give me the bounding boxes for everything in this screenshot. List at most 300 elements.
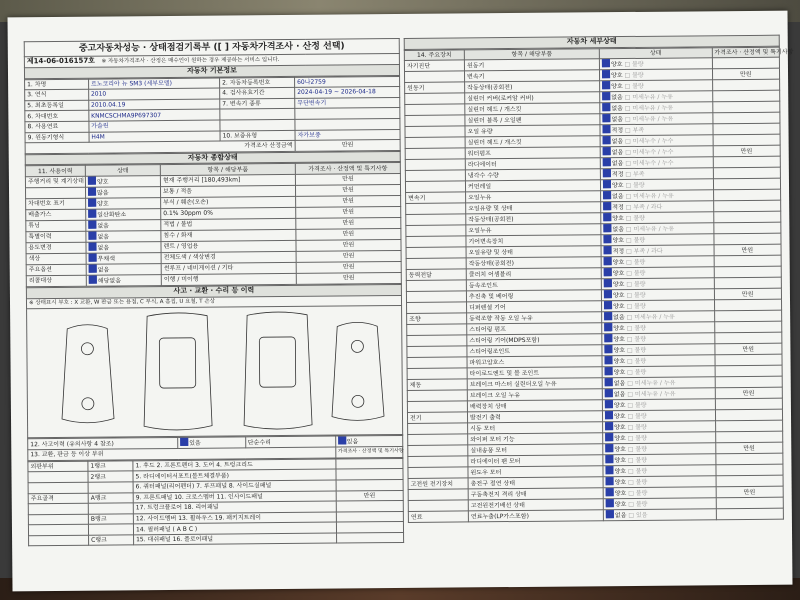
detail-unit: [716, 508, 784, 520]
checkbox-checked-icon: [89, 265, 97, 273]
right-column: [404, 35, 794, 523]
parts-unit: [335, 458, 403, 469]
detail-item: 실내송풍 모터: [468, 444, 603, 456]
state-text: 양호: [613, 358, 626, 366]
detail-alt-options: □ 불량: [626, 479, 648, 487]
document-title: 중고자동차성능 · 상태점검기록부 ([ ] 자동차가격조사 · 산정 선택): [24, 38, 399, 56]
detail-unit: [715, 420, 783, 432]
detail-alt-options: □ 미세누수 / 누수: [623, 137, 674, 146]
checkbox-checked-icon: [604, 279, 612, 287]
overall-note: 부식 / 훼손(오손): [161, 196, 296, 208]
overall-unit: 만원: [295, 184, 400, 196]
detail-unit: 만원: [714, 288, 782, 300]
basic-label-2: 7. 변속기 종류: [220, 98, 295, 109]
detail-unit: [712, 101, 780, 113]
checkbox-checked-icon: [603, 147, 611, 155]
checkbox-checked-icon: [602, 81, 610, 89]
detail-item: 클러치 어셈블리: [466, 268, 601, 280]
parts-group: [28, 503, 88, 514]
detail-unit: [713, 211, 781, 223]
detail-group: [406, 225, 466, 237]
checkbox-checked-icon: [604, 246, 612, 254]
detail-alt-options: □ 불량: [623, 182, 645, 190]
basic-label: 5. 최초등록일: [25, 100, 89, 111]
detail-item: 오일 유량: [465, 125, 600, 137]
detail-alt-options: □ 불량: [624, 303, 646, 311]
detail-alt-options: □ 미세누유 / 누유: [623, 225, 675, 234]
checkbox-checked-icon: [602, 70, 610, 78]
detail-alt-options: □ 불량: [622, 61, 644, 69]
detail-item: 브레이크 마스터 실린더오일 누유: [467, 378, 602, 390]
detail-unit: [715, 376, 783, 388]
state-text: 없음: [611, 138, 624, 146]
detail-group: [405, 126, 465, 138]
state-text: 없음: [614, 512, 627, 520]
overall-note: 전체도색 / 색상변경: [161, 251, 296, 263]
detail-item: 냉각수 수량: [465, 169, 600, 181]
detail-group: [408, 445, 468, 457]
checkbox-checked-icon: [604, 334, 612, 342]
detail-item: 오일유량 및 상태: [466, 202, 601, 214]
detail-group: [407, 357, 467, 369]
checkbox-checked-icon: [89, 254, 97, 262]
detail-group: 전기: [407, 412, 467, 424]
state-text: 양호: [613, 402, 626, 410]
detail-item: 구동축전지 격리 상태: [468, 488, 603, 500]
detail-unit: 만원: [715, 387, 783, 399]
state-text: 없음: [611, 149, 624, 157]
detail-unit: [714, 277, 782, 289]
detail-group: 조향: [407, 313, 467, 325]
detail-group: 동력전달: [406, 269, 466, 281]
basic-value-2: 자가보증: [295, 129, 400, 141]
detail-group: [406, 214, 466, 226]
state-text: 양호: [612, 292, 625, 300]
detail-header-cell: 가격조사 · 산정액 및 특기사항: [712, 47, 780, 58]
detail-alt-options: □ 미세누유 / 누유: [623, 192, 674, 201]
parts-group: [28, 514, 88, 525]
parts-title: 13. 교환, 판금 등 이상 부위: [28, 447, 336, 460]
detail-unit: [712, 79, 780, 91]
detail-alt-options: □ 불량: [624, 292, 646, 300]
overall-state: [86, 253, 161, 265]
basic-label: 1. 차명: [25, 79, 89, 90]
detail-item: 실린더 헤드 / 개스킷: [465, 136, 600, 148]
checkbox-checked-icon: [605, 367, 613, 375]
detail-item: 발전기 출력: [467, 411, 602, 423]
parts-unit: [336, 532, 404, 543]
checkbox-checked-icon: [605, 444, 613, 452]
detail-unit: [712, 112, 780, 124]
state-text: 없음: [613, 380, 626, 388]
detail-group: [405, 115, 465, 127]
basic-label-2: [220, 119, 295, 130]
detail-alt-options: □ 불량: [626, 501, 648, 509]
detail-item: 윈도우 모터: [468, 466, 603, 478]
accident-title: 사고 · 교환 · 수리 등 이력: [26, 284, 401, 298]
detail-group: 자기진단: [404, 60, 464, 72]
parts-items: 12. 사이드멤버 13. 휠하우스 19. 패키지트레이: [133, 512, 336, 524]
detail-item: 커먼레일: [465, 180, 600, 192]
parts-rank: 1랭크: [88, 461, 133, 472]
detail-row: [408, 508, 783, 522]
detail-table: [404, 46, 794, 523]
detail-alt-options: □ 불량: [625, 369, 647, 377]
basic-value: 2010: [88, 88, 219, 100]
detail-state: [603, 509, 716, 521]
overall-label: 용도변경: [26, 242, 86, 254]
basic-label-2: [220, 109, 295, 120]
state-text: 적정: [612, 248, 625, 256]
checkbox-checked-icon: [602, 114, 610, 122]
detail-item: 라디에이터 팬 모터: [468, 455, 603, 467]
checkbox-checked-icon: [88, 221, 96, 229]
checkbox-checked-icon: [88, 188, 96, 196]
detail-alt-options: □ 불량: [624, 325, 646, 333]
parts-rank: C랭크: [89, 535, 134, 546]
overall-label: [25, 187, 85, 199]
overall-unit: 만원: [295, 173, 400, 185]
state-text: 없음: [613, 314, 625, 322]
overall-unit: 만원: [296, 272, 401, 284]
detail-item: 추진축 및 베어링: [466, 290, 601, 302]
basic-value-2: 2024-04-19 ~ 2026-04-18: [295, 87, 400, 99]
detail-unit: [714, 310, 782, 322]
overall-note: 썬루프 / 네비게이션 / 기타: [161, 262, 296, 274]
basic-label-2: 10. 보증유형: [220, 130, 295, 141]
detail-alt-options: □ 불량: [625, 347, 647, 355]
detail-alt-options: □ 미세누유 / 누유: [624, 313, 675, 322]
detail-group: [406, 258, 466, 270]
detail-alt-options: □ 미세누유 / 누유: [622, 104, 674, 113]
overall-state: [86, 209, 161, 221]
state-text: 양호: [613, 413, 626, 421]
detail-group: [407, 401, 467, 413]
detail-unit: [713, 167, 781, 179]
state-text: 양호: [612, 281, 625, 289]
parts-unit: [336, 511, 404, 522]
detail-unit: [716, 475, 784, 487]
parts-group: 외판부위: [28, 461, 88, 472]
detail-item: 스티어링 펌프: [467, 323, 602, 335]
detail-alt-options: □ 불량: [625, 424, 647, 432]
checkbox-checked-icon: [604, 356, 612, 364]
parts-rank: 2랭크: [88, 471, 133, 482]
state-text: 양호: [610, 61, 623, 69]
state-text: 일산화탄소: [97, 211, 127, 219]
state-text: 양호: [613, 325, 625, 333]
parts-unit: [336, 501, 404, 512]
parts-note: 가격조사 · 산정액 및 특기사항: [335, 447, 403, 458]
overall-header-cell: 가격조사 · 산정액 및 특기사항: [295, 163, 400, 175]
detail-group: 연료: [408, 511, 468, 523]
state-text: 없음: [611, 105, 623, 113]
detail-item: 실린더 헤드 / 개스킷: [465, 103, 600, 115]
detail-item: 작동상태(공회전): [466, 213, 601, 225]
checkbox-checked-icon: [88, 232, 96, 240]
state-text: 양호: [613, 347, 626, 355]
checkbox-checked-icon: [604, 301, 612, 309]
detail-alt-options: □ 있음: [626, 512, 648, 520]
detail-alt-options: □ 부족 / 과다: [624, 247, 663, 256]
checkbox-checked-icon: [605, 389, 613, 397]
detail-unit: 만원: [713, 145, 781, 157]
basic-value: 가솔린: [89, 120, 220, 132]
detail-group: [406, 203, 466, 215]
state-text: 양호: [611, 83, 623, 91]
checkbox-checked-icon: [606, 488, 614, 496]
price-label: 가격조사 산정금액: [25, 141, 295, 154]
checkbox-checked-icon: [604, 345, 612, 353]
detail-alt-options: □ 부족: [623, 171, 645, 179]
form-number: 제14-06-016157호 ※ 자동차가격조사 · 산정은 매수인이 원하는 경우 제공하는 서비스 입니다.: [24, 53, 399, 67]
state-text: 없음: [613, 391, 626, 399]
overall-state: [86, 231, 161, 243]
detail-item: 타이로드엔드 및 볼 조인트: [467, 367, 602, 379]
detail-unit: 만원: [714, 244, 782, 256]
checkbox-checked-icon: [606, 477, 614, 485]
detail-group: [407, 368, 467, 380]
state-text: 양호: [614, 479, 627, 487]
overall-note: 렌트 / 영업용: [161, 240, 296, 252]
checkbox-checked-icon: [603, 180, 611, 188]
overall-note: 0.1% 30ppm 0%: [161, 207, 296, 219]
basic-value: KNMCSCHMA9P697307: [89, 109, 220, 121]
state-text: 양호: [612, 270, 625, 278]
checkbox-checked-icon: [605, 455, 613, 463]
checkbox-checked-icon: [603, 158, 611, 166]
checkbox-checked-icon: [604, 268, 612, 276]
detail-unit: 만원: [712, 68, 780, 80]
detail-group: [405, 137, 465, 149]
checkbox-checked-icon: [88, 210, 96, 218]
detail-item: 브레이크 오일 누유: [467, 389, 602, 401]
detail-unit: [715, 453, 783, 465]
detail-group: [405, 148, 465, 160]
basic-label-2: 4. 검사유효기간: [220, 88, 295, 99]
parts-rank: [88, 503, 133, 514]
checkbox-checked-icon: [604, 290, 612, 298]
detail-alt-options: □ 불량: [624, 270, 646, 278]
detail-header-cell: 상태: [599, 47, 712, 59]
overall-state: [86, 264, 161, 276]
parts-items: 14. 필러패널 ( A B C ): [133, 522, 336, 534]
detail-unit: [713, 189, 781, 201]
detail-item: 동력조향 작동 오일 누유: [467, 312, 602, 324]
detail-item: 파워고압호스: [467, 356, 602, 368]
state-text: 해당없음: [97, 277, 122, 285]
detail-alt-options: □ 미세누유 / 누유: [625, 390, 676, 399]
parts-rank: [88, 482, 133, 493]
detail-group: 변속기: [406, 192, 466, 204]
detail-item: 와이퍼 모터 기능: [468, 433, 603, 445]
detail-alt-options: □ 불량: [625, 435, 647, 443]
basic-info-title: 자동차 기본정보: [24, 64, 399, 78]
detail-unit: [714, 354, 782, 366]
state-text: 없음: [97, 266, 110, 274]
state-text: 무채색: [97, 255, 116, 263]
state-text: 없음: [611, 116, 624, 124]
detail-item: 충전구 절연 상태: [468, 477, 603, 489]
state-text: 양호: [614, 501, 627, 509]
checkbox-checked-icon: [606, 510, 614, 518]
state-text: 없음: [97, 244, 110, 252]
basic-label: 3. 연식: [25, 89, 89, 100]
overall-header-cell: 11. 사용이력: [25, 166, 85, 177]
detail-alt-options: □ 불량: [625, 413, 647, 421]
detail-group: [408, 489, 468, 501]
detail-alt-options: □ 부족 / 과다: [623, 203, 663, 212]
state-text: 양호: [614, 468, 627, 476]
checkbox-checked-icon: [605, 411, 613, 419]
detail-alt-options: □ 부족: [623, 127, 645, 135]
detail-unit: [716, 497, 784, 509]
checkbox-checked-icon: [602, 103, 610, 111]
detail-group: [407, 335, 467, 347]
parts-unit: 만원: [336, 490, 404, 501]
parts-unit: [336, 522, 404, 533]
symbol-notice: ※ 상태표시 부호 : X 교환, W 판금 또는 용접, C 부식, A 흠집, U 요철, T 손상: [26, 295, 401, 309]
checkbox-checked-icon: [602, 59, 610, 67]
detail-item: 작동상태(공회전): [466, 257, 601, 269]
detail-unit: [712, 123, 780, 135]
state-text: 양호: [611, 182, 624, 190]
overall-note: 보통 / 적음: [160, 185, 295, 197]
checkbox-checked-icon: [604, 323, 612, 331]
state-text: 없음: [97, 233, 110, 241]
detail-group: [407, 390, 467, 402]
state-text: 적정: [611, 171, 624, 179]
overall-unit: 만원: [296, 228, 401, 240]
detail-group: [405, 104, 465, 116]
detail-alt-options: □ 불량: [625, 446, 648, 454]
detail-group: [408, 467, 468, 479]
state-text: 양호: [612, 237, 625, 245]
checkbox-checked-icon: [88, 177, 96, 185]
checkbox-checked-icon: [88, 243, 96, 251]
state-text: 양호: [614, 446, 626, 454]
checkbox-checked-icon: [605, 422, 613, 430]
overall-label: 주요옵션: [26, 264, 86, 276]
detail-unit: [714, 255, 782, 267]
detail-group: [406, 291, 466, 303]
detail-unit: [713, 233, 781, 245]
detail-item: 원동기: [464, 59, 599, 71]
parts-group: [28, 472, 88, 483]
checkbox-checked-icon: [605, 378, 613, 386]
detail-item: 실린더 블록 / 오일팬: [465, 114, 600, 126]
parts-unit: [336, 479, 404, 490]
detail-alt-options: □ 불량: [622, 83, 644, 91]
accident-history-value: 있음: [178, 437, 246, 449]
detail-alt-options: □ 불량: [622, 72, 644, 80]
detail-alt-options: □ 미세누유 / 누유: [622, 93, 673, 102]
state-text: 적정: [612, 204, 624, 212]
state-text: 양호: [614, 435, 626, 443]
detail-group: [404, 71, 464, 83]
detail-unit: 만원: [714, 343, 782, 355]
detail-group: [407, 302, 467, 314]
detail-alt-options: □ 미세누수 / 누수: [623, 148, 674, 157]
detail-group: 제동: [407, 379, 467, 391]
detail-unit: [713, 156, 781, 168]
basic-value: 르노코리아 뉴 SM3 (세부모델): [88, 78, 219, 90]
detail-unit: [712, 90, 780, 102]
overall-unit: 만원: [296, 195, 401, 207]
parts-group: 주요골격: [28, 493, 88, 504]
detail-group: [406, 280, 466, 292]
state-text: 양호: [97, 200, 109, 208]
overall-label: 특별이력: [26, 231, 86, 243]
detail-group: [408, 500, 468, 512]
detail-alt-options: □ 미세누유 / 누유: [625, 379, 676, 388]
overall-label: 튜닝: [26, 220, 86, 232]
detail-group: [407, 324, 467, 336]
checkbox-checked-icon: [604, 257, 612, 265]
checkbox-checked-icon: [603, 169, 611, 177]
detail-unit: [713, 222, 781, 234]
detail-group: [406, 247, 466, 259]
parts-items: 17. 트렁크플로어 18. 리어패널: [133, 501, 336, 513]
state-text: 없음: [611, 160, 624, 168]
detail-unit: [713, 134, 781, 146]
state-text: 없음: [97, 222, 109, 230]
checkbox-checked-icon: [88, 199, 96, 207]
detail-alt-options: □ 불량: [625, 358, 647, 366]
parts-row: [29, 532, 404, 546]
checkbox-checked-icon: [89, 276, 97, 284]
detail-group: [406, 236, 466, 248]
overall-state: [86, 220, 161, 232]
simple-repair-value: 있음: [335, 436, 403, 448]
state-text: 양호: [614, 490, 627, 498]
detail-alt-options: □ 불량: [625, 457, 648, 465]
overall-table: [25, 162, 402, 287]
overall-note: 침수 / 화재: [161, 229, 296, 241]
accident-history-label: 12. 사고이력 (유의사항 4 참조): [28, 438, 178, 450]
detail-group: 원동기: [405, 82, 465, 94]
detail-group: [408, 434, 468, 446]
state-text: 양호: [614, 457, 627, 465]
state-text: 적정: [611, 127, 624, 135]
overall-state: [86, 275, 161, 287]
detail-unit: 만원: [716, 486, 784, 498]
checkbox-checked-icon: [603, 202, 611, 210]
detail-unit: [712, 57, 780, 69]
detail-unit: [714, 332, 782, 344]
state-text: 없음: [612, 226, 625, 234]
state-text: 양호: [613, 303, 625, 311]
inspection-record-sheet: [8, 11, 793, 592]
parts-group: [29, 535, 89, 546]
detail-group: 고전원 전기장치: [408, 478, 468, 490]
state-text: 양호: [614, 424, 626, 432]
detail-item: 배력장치 상태: [467, 400, 602, 412]
detail-alt-options: □ 미세누유 / 누유: [622, 115, 674, 124]
state-text: 양호: [613, 336, 625, 344]
detail-unit: [714, 299, 782, 311]
detail-group: [405, 181, 465, 193]
checkbox-checked-icon: [603, 235, 611, 243]
parts-rank: A랭크: [88, 492, 133, 503]
overall-state: [85, 187, 160, 199]
checkbox-checked-icon: [602, 125, 610, 133]
basic-label-2: 2. 자동차등록번호: [220, 77, 295, 88]
overall-state: [86, 198, 161, 210]
overall-label: 차대번호 표기: [26, 198, 86, 210]
detail-alt-options: □ 불량: [624, 237, 646, 245]
state-text: 양호: [612, 215, 624, 223]
